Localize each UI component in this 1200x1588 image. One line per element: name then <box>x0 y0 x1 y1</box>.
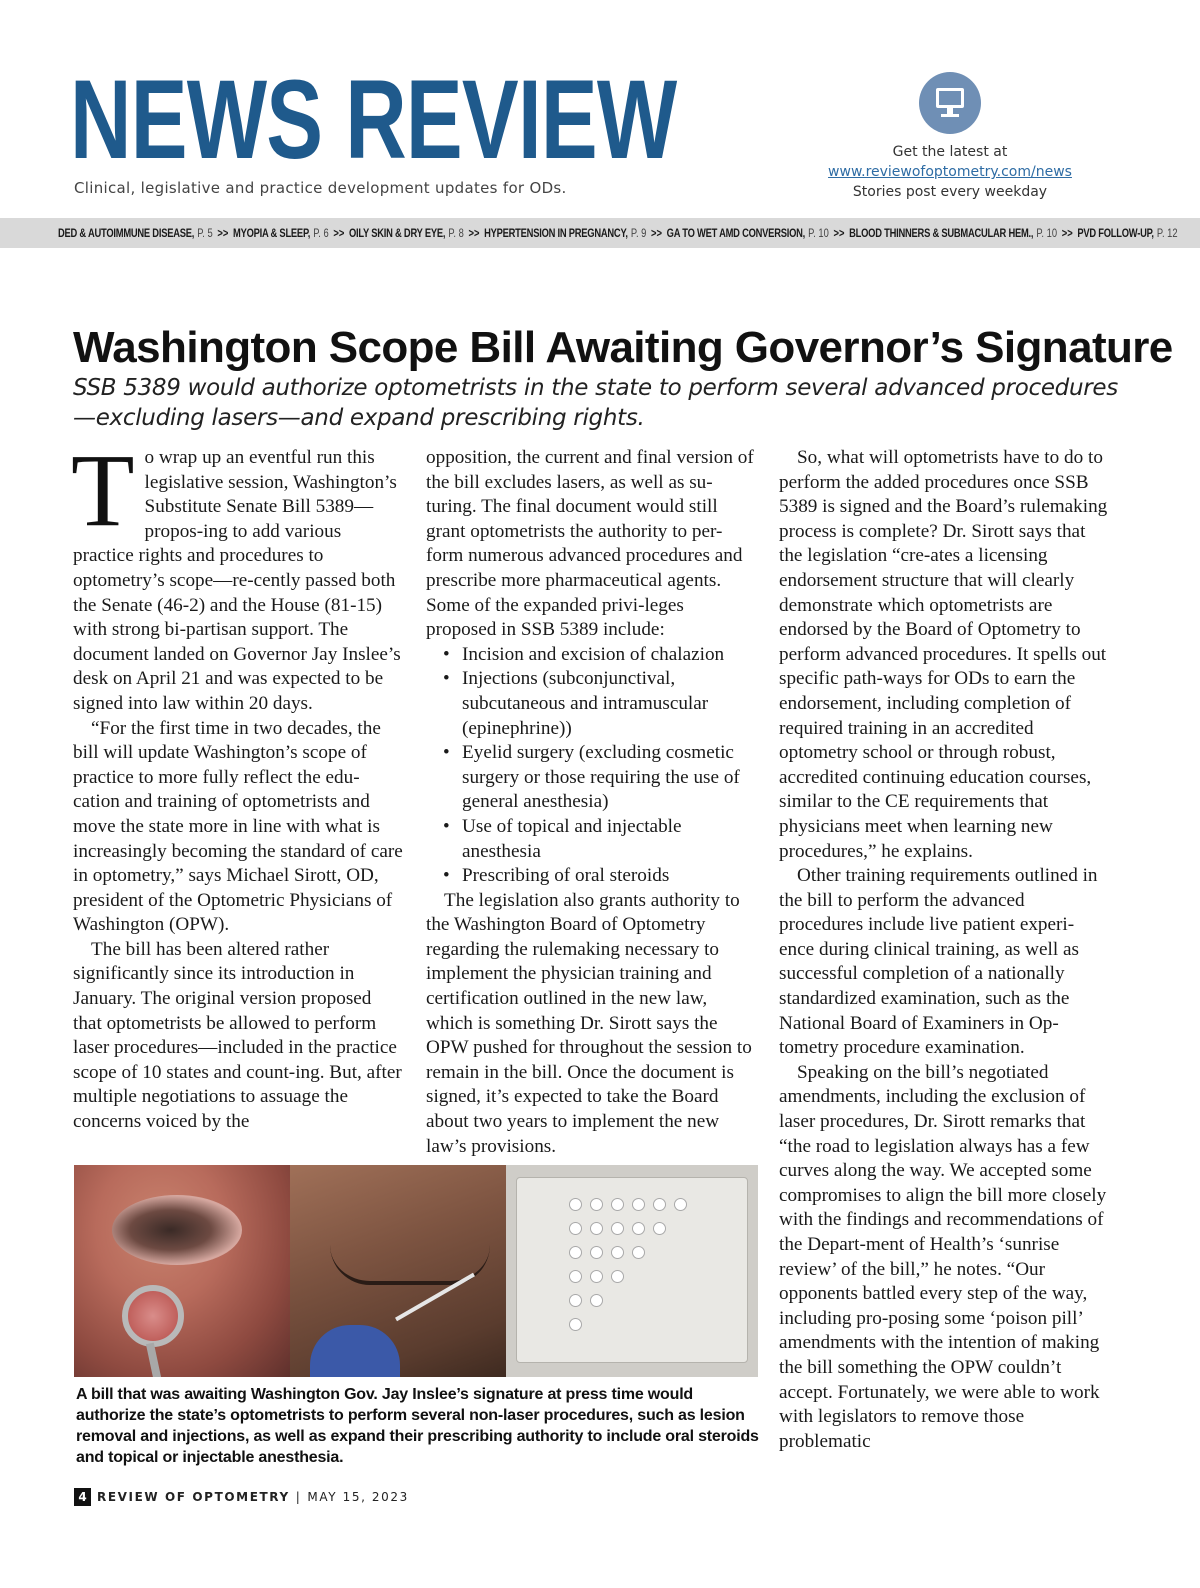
bullet-icon: • <box>443 865 450 887</box>
figure-photos <box>74 1165 758 1377</box>
steroid-blister-pack-photo <box>506 1165 758 1377</box>
chalazion-photo <box>74 1165 290 1377</box>
article-column-3 <box>779 446 1109 1454</box>
bullet-icon: • <box>443 668 450 690</box>
promo-line: Get the latest at <box>892 144 1008 160</box>
article-headline: Washington Scope Bill Awaiting Governor’s Signature <box>73 323 1173 372</box>
web-promo <box>790 72 1110 202</box>
issue-date: MAY 15, 2023 <box>307 1490 409 1504</box>
bullet-icon: • <box>443 742 450 764</box>
publication-name: REVIEW OF OPTOMETRY <box>97 1490 290 1504</box>
article-paragraph: Other training requirements outlined in the bill to perform the advanced procedures include live patient experi-ence during clinical training, as well as successful completion of a nationally standardized examination, such as the National Board of Examiners in Op-tometry procedure examination. <box>779 865 1098 1059</box>
news-website-link[interactable]: www.reviewofoptometry.com/news <box>828 164 1072 180</box>
list-item: • Injections (subconjunctival, subcutaneous and intramuscular (epinephrine)) <box>443 668 709 739</box>
footer-separator: | <box>295 1490 302 1504</box>
eyelid-injection-photo <box>290 1165 506 1377</box>
list-item: • Prescribing of oral steroids <box>426 864 756 889</box>
computer-monitor-icon <box>919 72 981 134</box>
topic-item[interactable]: MYOPIA & SLEEP, P. 6 <box>233 226 329 240</box>
section-title: NEWS REVIEW <box>70 57 677 182</box>
topic-item[interactable]: PVD FOLLOW-UP, P. 12 <box>1077 226 1178 240</box>
list-item: • Eyelid surgery (excluding cosmetic surgery or those requiring the use of general anesthesia) <box>443 742 740 813</box>
article-column-2 <box>426 446 756 1159</box>
topic-item[interactable]: BLOOD THINNERS & SUBMACULAR HEM., P. 10 <box>849 226 1058 240</box>
promo-schedule: Stories post every weekday <box>852 184 1048 200</box>
topic-separator: >> <box>468 226 480 240</box>
topic-item[interactable]: OILY SKIN & DRY EYE, P. 8 <box>348 226 464 240</box>
article-paragraph: opposition, the current and final version of the bill excludes lasers, as well as su-turing. The final document would still grant optometrists the authority to per-form numerous advanced procedures and prescribe more pharmaceutical agents. Some of the expanded privi-leges proposed in SSB 5389 include: <box>426 447 754 641</box>
bullet-icon: • <box>443 815 450 837</box>
article-paragraph: So, what will optometrists have to do to perform the added procedures once SSB 5389 is signed and the Board’s rulemaking process is complete? Dr. Sirott says that the legislation “cre-ates a licensing endorsement structure that will clearly demonstrate which optometrists are endorsed by the Board of Optometry to perform advanced procedures. It spells out specific path-ways for ODs to earn the endorsement, including completion of required training in an accredited optometry school or through robust, accredited continuing education courses, similar to the CE requirements that physicians meet when learning new procedures,” he explains. <box>779 447 1108 862</box>
article-column-1 <box>71 433 403 1135</box>
privileges-list <box>426 643 756 889</box>
article-paragraph: The bill has been altered rather significantly since its introduction in January. The original version proposed that optometrists be allowed to perform laser procedures—included in the practice scope of 10 states and count-ing. But, after multiple negotiations to assuage the concerns voiced by the <box>73 938 402 1133</box>
topic-separator: >> <box>217 226 229 240</box>
bullet-icon: • <box>443 643 450 665</box>
drop-cap: T <box>71 433 135 548</box>
topic-separator: >> <box>833 226 845 240</box>
topic-item[interactable]: HYPERTENSION IN PREGNANCY, P. 9 <box>484 226 647 240</box>
article-deck: SSB 5389 would authorize optometrists in the state to perform several advanced procedures—excluding lasers—and expand prescribing rights. <box>73 375 1118 431</box>
figure-caption: A bill that was awaiting Washington Gov. Jay Inslee’s signature at press time would authorize the state’s optometrists to perform several non-laser procedures, such as lesion removal and injections, as well as expand their prescribing authority to include oral steroids and topical or injectable anesthesia. <box>76 1386 759 1466</box>
topics-bar <box>0 218 1200 248</box>
topic-separator: >> <box>1061 226 1073 240</box>
topic-item[interactable]: GA TO WET AMD CONVERSION, P. 10 <box>666 226 829 240</box>
article-paragraph: The legislation also grants authority to the Washington Board of Optometry regarding the rulemaking necessary to implement the physician training and certification outlined in the new law, which is something Dr. Sirott says the OPW pushed for throughout the session to remain in the bill. Once the document is signed, it’s expected to take the Board about two years to implement the new law’s provisions. <box>426 889 752 1157</box>
page-number: 4 <box>74 1488 91 1506</box>
article-paragraph: To wrap up an eventful run this legislative session, Washington’s Substitute Senate Bill 5389—propos-ing to add various practice rights and procedures to optometry’s scope—re-cently passed both the Senate (46-2) and the House (81-15) with strong bi-partisan support. The document landed on Governor Jay Inslee’s desk on April 21 and was expected to be signed into law within 20 days. <box>71 433 401 714</box>
list-item: • Incision and excision of chalazion <box>426 643 756 668</box>
section-subtitle: Clinical, legislative and practice development updates for ODs. <box>74 179 567 197</box>
list-item: • Use of topical and injectable anesthesia <box>443 815 682 862</box>
topic-separator: >> <box>333 226 345 240</box>
article-paragraph: Speaking on the bill’s negotiated amendments, including the exclusion of laser procedures, Dr. Sirott remarks that “the road to legislation always has a few curves along the way. We accepted some compromises to align the bill more closely with the findings and recommendations of the Depart-ment of Health’s ‘sunrise review’ of the bill,” he notes. “Our opponents battled every step of the way, including pro-posing some ‘poison pill’ amendments with the intention of making the bill something the OPW couldn’t accept. Fortunately, we were able to work with legislators to remove those problematic <box>779 1061 1107 1452</box>
topics-list <box>58 226 1178 240</box>
topic-item[interactable]: DED & AUTOIMMUNE DISEASE, P. 5 <box>58 226 213 240</box>
page-footer <box>74 1488 409 1506</box>
topic-separator: >> <box>651 226 662 240</box>
article-paragraph: “For the first time in two decades, the bill will update Washington’s scope of practice to more fully reflect the edu-cation and training of optometrists and move the state more in line with what is increasingly becoming the standard of care in optometry,” says Michael Sirott, OD, president of the Optometric Physicians of Washington (OPW). <box>73 717 403 936</box>
